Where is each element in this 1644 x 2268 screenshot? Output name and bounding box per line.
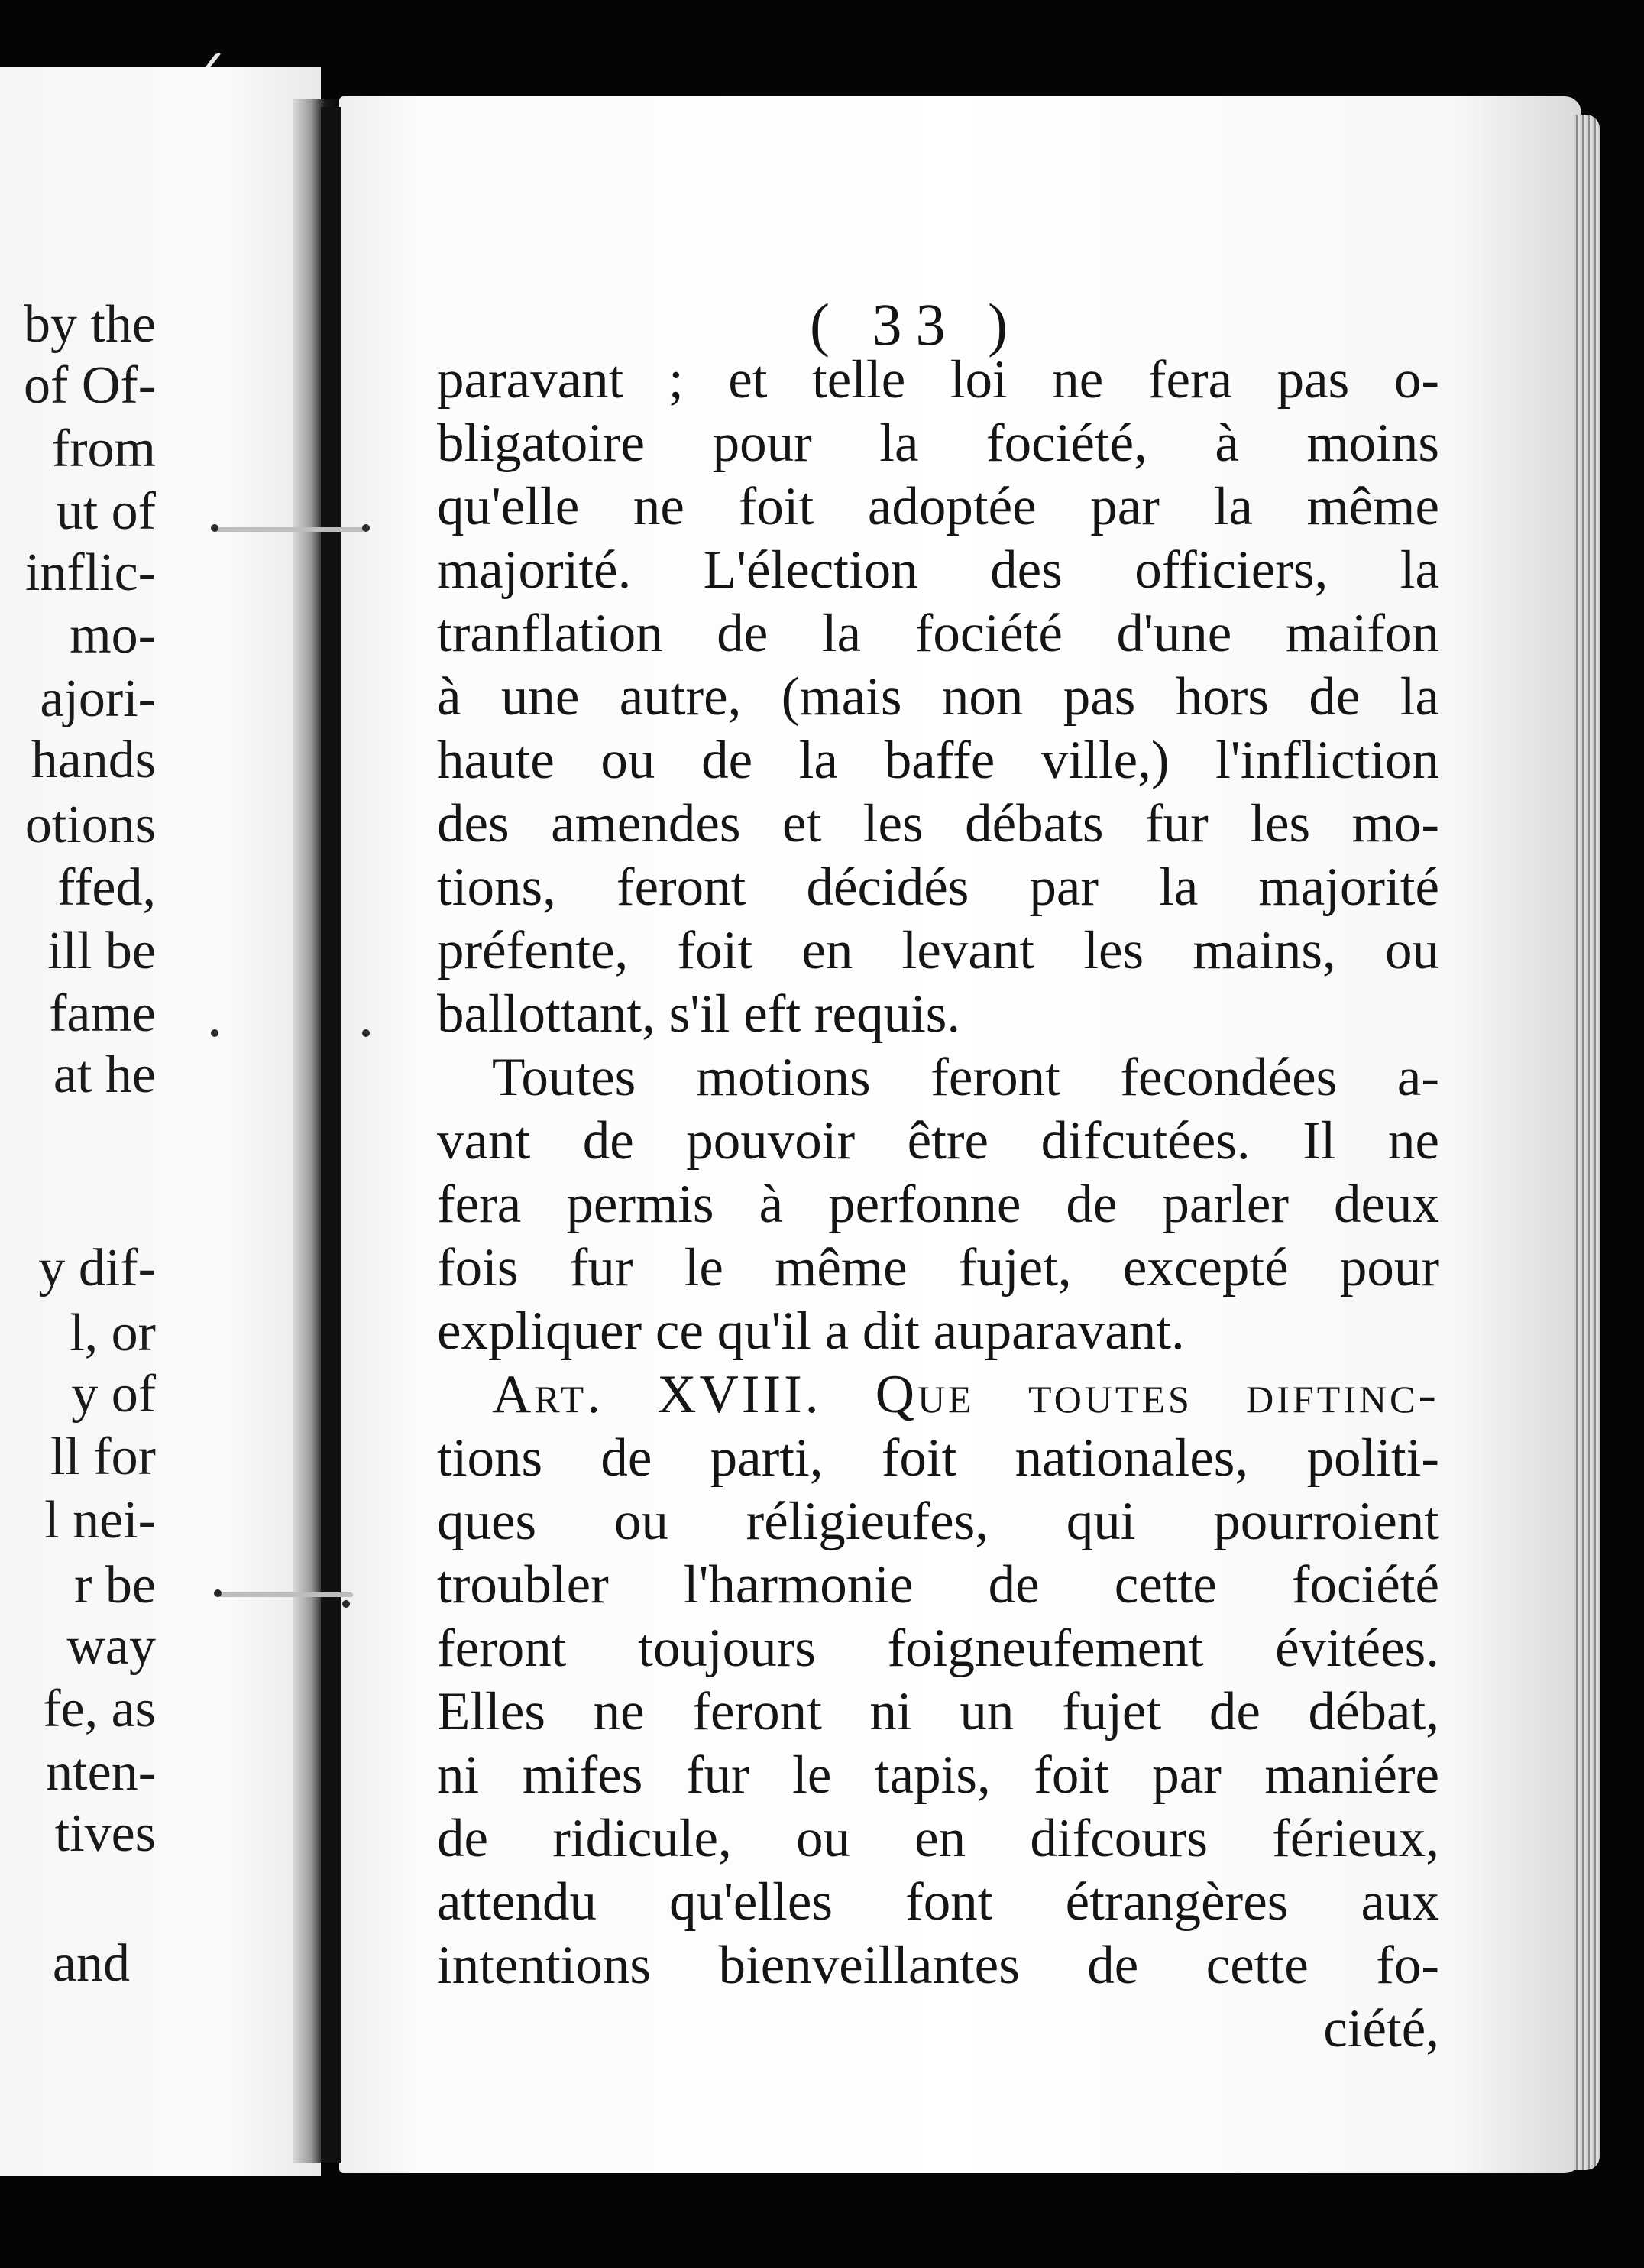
left-page — [0, 67, 321, 2176]
body-text-line: préfente, foit en levant les mains, ou — [437, 921, 1439, 980]
left-page-line: nten- — [46, 1743, 156, 1802]
stitch-dot — [211, 1029, 218, 1037]
body-text-line: intentions bienveillantes de cette fo- — [437, 1936, 1439, 1995]
body-text-line: ballottant, s'il eft requis. — [437, 984, 961, 1044]
body-text-line: ni mifes fur le tapis, foit par maniére — [437, 1745, 1439, 1805]
body-text-line — [437, 1363, 1439, 1427]
body-text-line: majorité. L'élection des officiers, la — [437, 540, 1439, 600]
article-heading: Art. XVIII. Que toutes diftinc- — [492, 1365, 1439, 1424]
body-text-line: tions, feront décidés par la majorité — [437, 857, 1439, 917]
body-text-line: expliquer ce qu'il a dit auparavant. — [437, 1301, 1185, 1361]
left-page-line: at he — [53, 1045, 156, 1104]
stitch-dot — [342, 1600, 350, 1608]
left-page-line: tives — [54, 1804, 156, 1863]
body-text-line: vant de pouvoir être difcutées. Il ne — [437, 1111, 1439, 1171]
left-page-text — [0, 67, 321, 2176]
left-page-line: ut of — [56, 482, 156, 541]
left-page-line: inflic- — [24, 543, 156, 602]
stitch-mark — [215, 1592, 353, 1597]
body-text-line: fera permis à perfonne de parler deux — [437, 1174, 1439, 1234]
body-text-line: attendu qu'elles font étrangères aux — [437, 1872, 1439, 1932]
body-text-line: tranflation de la fociété d'une maifon — [437, 604, 1439, 663]
left-page-line: l, or — [70, 1304, 156, 1362]
left-page-line: by the — [23, 295, 156, 354]
body-text-line: des amendes et les débats fur les mo- — [437, 794, 1439, 854]
body-text-line: de ridicule, ou en difcours férieux, — [437, 1809, 1439, 1868]
left-page-line: ll for — [50, 1427, 156, 1486]
stitch-dot — [211, 524, 218, 532]
left-page-line: of Of- — [24, 356, 156, 415]
page-edge — [1574, 115, 1600, 2170]
body-text-line: qu'elle ne foit adoptée par la même — [437, 477, 1439, 536]
body-text-line: bligatoire pour la fociété, à moins — [437, 413, 1439, 473]
left-page-line: fame — [49, 984, 156, 1043]
body-text-line: ques ou réligieufes, qui pourroient — [437, 1492, 1439, 1551]
left-page-line: fe, as — [43, 1680, 156, 1738]
left-page-line: y dif- — [38, 1239, 156, 1298]
left-page-line: from — [51, 420, 156, 478]
stitch-dot — [214, 1589, 222, 1597]
gutter-shadow — [321, 107, 341, 2163]
left-page-line: l nei- — [44, 1491, 156, 1550]
page-body-text — [437, 348, 1439, 2061]
left-page-line: ill be — [47, 922, 156, 980]
left-page-line: ffed, — [57, 858, 156, 917]
body-text-line: Toutes motions feront fecondées a- — [492, 1048, 1439, 1107]
body-text-line: tions de parti, foit nationales, politi- — [437, 1428, 1439, 1488]
body-text-line: ciété, — [1323, 1999, 1439, 2059]
body-text-line: haute ou de la baffe ville,) l'infliction — [437, 731, 1439, 790]
left-page-line: r be — [74, 1556, 156, 1615]
stitch-dot — [362, 1029, 370, 1037]
body-text-line: fois fur le même fujet, excepté pour — [437, 1238, 1439, 1298]
left-page-line: y of — [71, 1365, 156, 1424]
left-page-line: ajori- — [40, 669, 156, 728]
left-page-line: mo- — [70, 606, 156, 665]
body-text-line: à une autre, (mais non pas hors de la — [437, 667, 1439, 727]
stitch-mark — [212, 527, 365, 532]
stitch-dot — [362, 524, 370, 532]
body-text-line: troubler l'harmonie de cette fociété — [437, 1555, 1439, 1615]
left-page-line: hands — [31, 731, 156, 789]
body-text-line: paravant ; et telle loi ne fera pas o- — [437, 350, 1439, 410]
left-page-line: way — [66, 1617, 156, 1676]
body-text-line: Elles ne feront ni un fujet de débat, — [437, 1682, 1439, 1742]
page-number: ( 33 ) — [810, 291, 1021, 358]
body-text-line: feront toujours foigneufement évitées. — [437, 1618, 1439, 1678]
left-page-line: otions — [24, 795, 156, 854]
left-page-line: and — [52, 1934, 130, 1993]
